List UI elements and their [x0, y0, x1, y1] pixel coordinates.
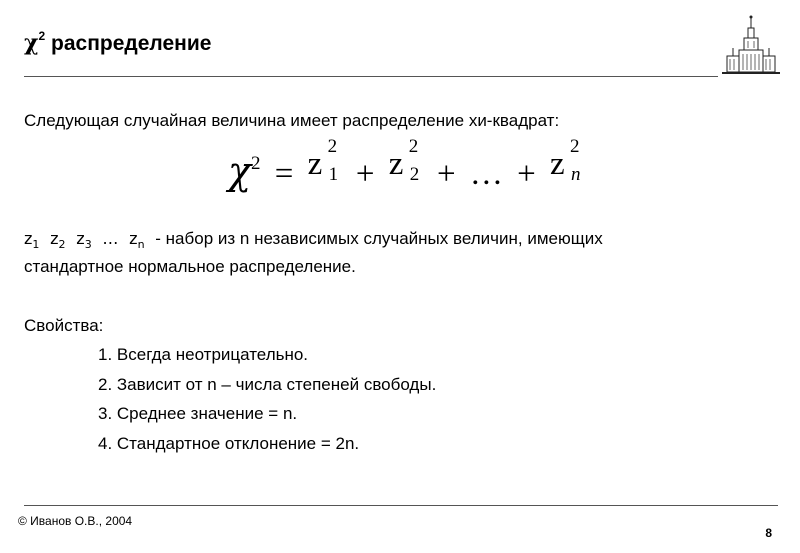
z-description: - набор из n независимых случайных величин, имеющих [155, 229, 603, 248]
z-var-3: $z_3$ [76, 229, 92, 252]
z-var-1: $z_1$ [24, 229, 40, 252]
z-var-n: $z_n$ [129, 229, 145, 252]
header-divider [24, 76, 718, 77]
formula-term-2: z 2 2 [388, 136, 420, 185]
footer-divider [24, 505, 778, 506]
formula-equals: = [274, 156, 294, 192]
university-building-icon [722, 14, 780, 82]
formula-chi-sup: 2 [251, 153, 261, 174]
property-item: 1. Всегда неотрицательно. [98, 345, 309, 364]
formula-ellipsis: … [469, 156, 503, 192]
property-item: 4. Стандартное отклонение = 2n. [98, 434, 360, 453]
formula-chi: χ [228, 149, 252, 193]
title-text: распределение [51, 32, 212, 55]
formula-term-1: z 2 1 [307, 136, 339, 185]
formula-plus-1: + [355, 156, 375, 192]
slide-title [24, 30, 211, 56]
property-item: 3. Среднее значение = n. [98, 404, 298, 423]
z-variables-line [24, 229, 603, 251]
formula-plus-3: + [517, 156, 536, 192]
chi-square-formula [228, 136, 584, 193]
title-superscript: 2 [38, 29, 46, 43]
page-number: 8 [765, 526, 772, 540]
intro-text: Следующая случайная величина имеет распределение хи-квадрат: [24, 111, 560, 130]
title-chi-symbol: χ [24, 30, 39, 56]
z-ellipsis: … [102, 229, 119, 248]
z-description-line2: стандартное нормальное распределение. [24, 257, 356, 276]
copyright: © Иванов О.В., 2004 [18, 514, 133, 528]
properties-title: Свойства: [24, 316, 104, 335]
z-var-2: $z_2$ [50, 229, 66, 252]
property-item: 2. Зависит от n – числа степеней свободы. [98, 375, 437, 394]
formula-term-n: z 2 n [550, 136, 581, 185]
formula-plus-2: + [437, 156, 456, 192]
